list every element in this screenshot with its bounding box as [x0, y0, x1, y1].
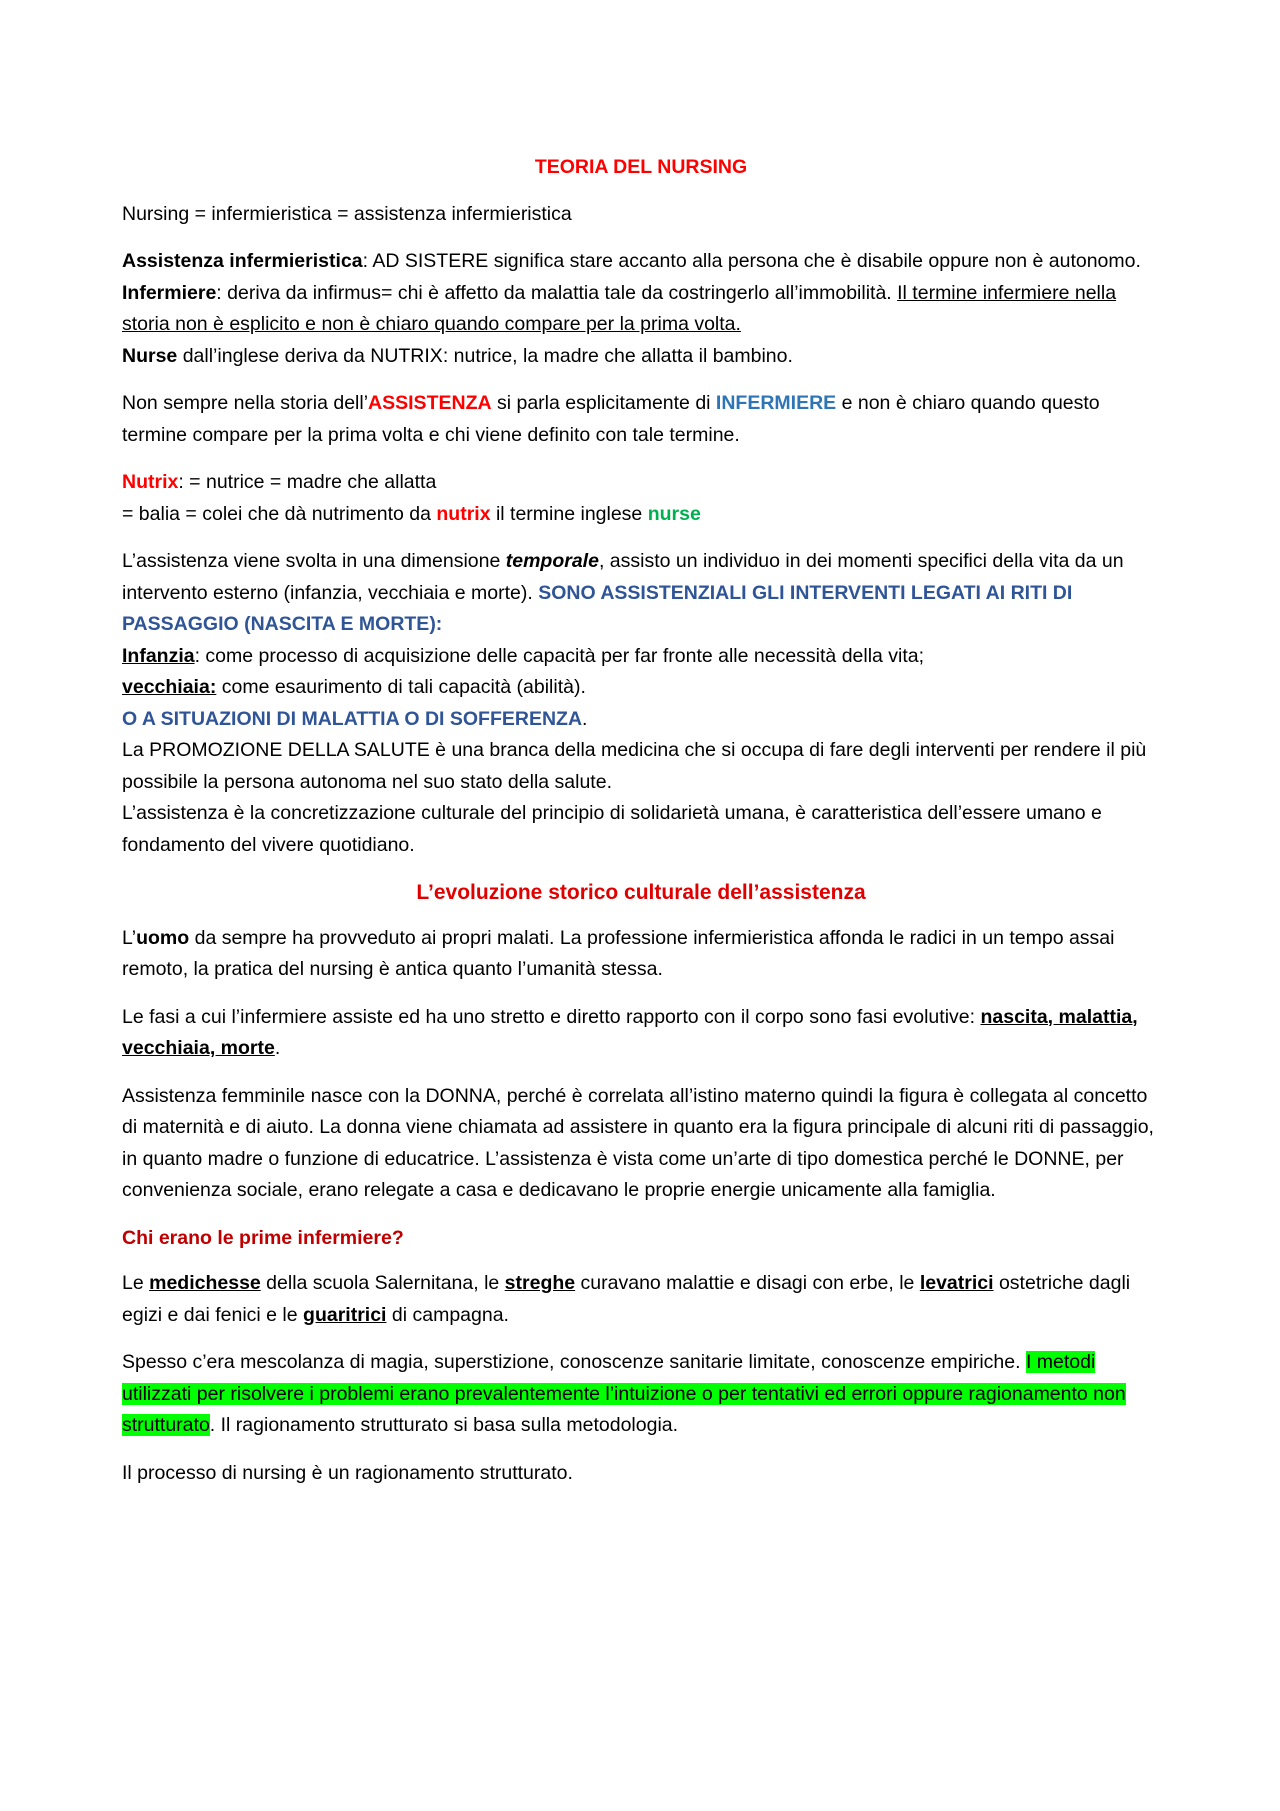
paragraph-processo: Il processo di nursing è un ragionamento strutturato.	[122, 1461, 573, 1484]
underlined-note: Il termine infermiere nella storia non è esplicito e non è chiaro quando compare per la prima volta.	[122, 281, 1117, 335]
text-infermiere: : deriva da infirmus= chi è affetto da malattia tale da costringerlo all’immobilità.	[216, 281, 898, 304]
promozione-salute: La PROMOZIONE DELLA SALUTE è una branca della medicina che si occupa di fare degli interventi per rendere il più possibile la persona autonoma nel suo stato della salute.	[122, 739, 1147, 793]
concretizzazione: L’assistenza è la concretizzazione culturale del principio di solidarietà umana, è caratteristica dell’essere umano e fondamento del vivere quotidiano.	[122, 802, 1102, 856]
term-infermiere: Infermiere	[122, 281, 217, 304]
paragraph-nutrix: Nutrix: = nutrice = madre che allatta = balia = colei che dà nutrimento da nutrix il termine inglese nurse	[122, 471, 701, 525]
section-heading: L’evoluzione storico culturale dell’assistenza	[416, 881, 866, 904]
paragraph-prime-infermiere: Le medichesse della scuola Salernitana, le streghe curavano malattie e disagi con erbe, le levatrici ostetriche dagli egizi e dai fenici e le guaritrici di campagna.	[122, 1272, 1131, 1326]
document-title: TEORIA DEL NURSING	[534, 156, 748, 178]
paragraph-nursing-definition	[122, 199, 1160, 231]
word-assistenza: ASSISTENZA	[368, 392, 492, 414]
text-assistenza: : AD SISTERE significa stare accanto alla persona che è disabile oppure non è autonomo.	[362, 250, 1141, 272]
word-streghe: streghe	[504, 1272, 576, 1294]
paragraph-definitions	[122, 246, 1160, 372]
paragraph-dimensione-temporale: L’assistenza viene svolta in una dimensione temporale, assisto un individuo in dei momenti specifici della vita da un intervento esterno (infanzia, vecchiaia e morte). SONO ASSISTENZIALI GLI INTERVENTI LEGATI AI RITI DI PASSAGGIO (NASCITA E MORTE): Infanzia: come processo di acquisizione delle capacità per far fronte alle necessità della vita; vecchiaia: come esaurimento di tali capacità (abilità). O A SITUAZIONI DI MALATTIA O DI SOFFERENZA. La PROMOZIONE DELLA SALUTE è una branca della medicina che si occupa di fare degli interventi per rendere il più possibile la persona autonoma nel suo stato della salute. L’assistenza è la concretizzazione culturale del principio di solidarietà umana, è caratteristica dell’essere umano e fondamento del vivere quotidiano.	[122, 550, 1147, 856]
word-infanzia: Infanzia	[122, 644, 195, 667]
text-nurse: dall’inglese deriva da NUTRIX: nutrice, la madre che allatta il bambino.	[177, 344, 793, 367]
word-temporale: temporale	[505, 550, 599, 572]
fasi-evolutive: nascita, malattia, vecchiaia, morte	[122, 1005, 1138, 1059]
word-levatrici: levatrici	[919, 1272, 994, 1294]
paragraph-mescolanza: Spesso c’era mescolanza di magia, superstizione, conoscenze sanitarie limitate, conoscenze empiriche. I metodi utilizzati per risolvere i problemi erano prevalentemente l’intuizione o per tentativi ed errori oppure ragionamento non strutturato. Il ragionamento strutturato si basa sulla metodologia.	[122, 1351, 1126, 1436]
paragraph-assistenza-femminile: Assistenza femminile nasce con la DONNA, perché è correlata all’istino materno quindi la figura è collegata al concetto di maternità e di aiuto. La donna viene chiamata ad assistere in quanto era la figura principale di alcuni riti di passaggio, in quanto madre o funzione di educatrice. L’assistenza è vista come un’arte di tipo domestica perché le DONNE, per convenienza sociale, erano relegate a casa e dedicavano le proprie energie unicamente alla famiglia.	[122, 1084, 1154, 1201]
highlighted-text: I metodi utilizzati per risolvere i problemi erano prevalentemente l’intuizione o per tentativi ed errori oppure ragionamento non strutturato	[122, 1351, 1126, 1436]
word-nurse: nurse	[647, 502, 701, 525]
word-nutrix: Nutrix	[122, 471, 179, 493]
word-guaritrici: guaritrici	[303, 1303, 387, 1326]
word-nutrix-2: nutrix	[436, 502, 491, 525]
nursing-equation: Nursing = infermieristica = assistenza infermieristica	[122, 202, 572, 225]
term-assistenza: Assistenza infermieristica	[122, 250, 363, 272]
paragraph-uomo: L’uomo da sempre ha provveduto ai propri malati. La professione infermieristica affonda le radici in un tempo assai remoto, la pratica del nursing è antica quanto l’umanità stessa.	[122, 926, 1115, 980]
word-medichesse: medichesse	[149, 1272, 261, 1294]
term-nurse: Nurse	[122, 344, 178, 367]
paragraph-history: Non sempre nella storia dell’ASSISTENZA si parla esplicitamente di INFERMIERE e non è chiaro quando questo termine compare per la prima volta e chi viene definito con tale termine.	[122, 392, 1100, 446]
paragraph-fasi: Le fasi a cui l’infermiere assiste ed ha uno stretto e diretto rapporto con il corpo sono fasi evolutive: nascita, malattia, vecchiaia, morte.	[122, 1005, 1138, 1059]
question-heading: Chi erano le prime infermiere?	[122, 1226, 404, 1249]
word-uomo: uomo	[136, 926, 190, 949]
word-vecchiaia: vecchiaia:	[122, 676, 217, 698]
riti-di-passaggio: SONO ASSISTENZIALI GLI INTERVENTI LEGATI AI RITI DI PASSAGGIO (NASCITA E MORTE):	[122, 581, 1073, 635]
malattia-sofferenza: O A SITUAZIONI DI MALATTIA O DI SOFFERENZA	[122, 707, 583, 730]
word-infermiere: INFERMIERE	[715, 392, 837, 414]
